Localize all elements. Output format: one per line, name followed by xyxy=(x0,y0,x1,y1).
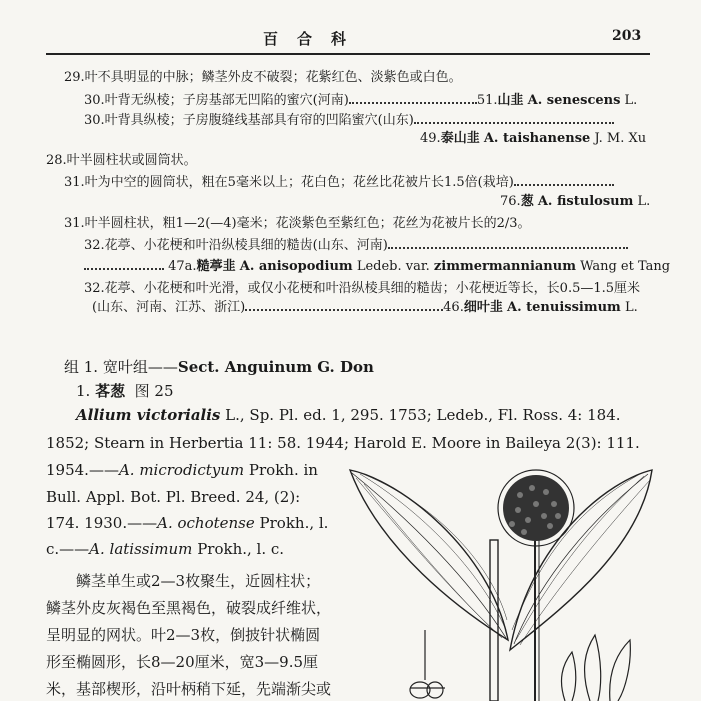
key-30b-latin-name: A. taishanense xyxy=(483,131,591,146)
synonym-name: A. ochotense xyxy=(157,514,255,532)
citation-text: Prokh., l. xyxy=(259,514,329,532)
key-30b-chinese-name: 泰山韭 xyxy=(440,131,480,146)
key-31a-number: 76. xyxy=(500,194,521,209)
key-31a-author: L. xyxy=(637,194,651,209)
synonym-name: A. microdictyum xyxy=(118,461,245,479)
citation-text: Prokh., l. c. xyxy=(197,540,285,558)
species-chinese-name: 茖葱 xyxy=(95,382,126,400)
citation-text: Prokh. in xyxy=(248,461,318,479)
key-32b-author: L. xyxy=(624,300,638,315)
citation-line-5 xyxy=(46,514,328,532)
key-30b-result xyxy=(420,130,646,148)
citation-line-6 xyxy=(46,540,284,558)
leader-dots xyxy=(414,112,614,124)
section-heading xyxy=(64,356,374,377)
citation-line-2: 1852; Stearn in Herbertia 11: 58. 1944; Harold E. Moore in Baileya 2(3): 111. xyxy=(46,434,640,452)
key-29: 29.叶不具明显的中脉；鳞茎外皮不破裂；花紫红色、淡紫色或白色。 xyxy=(64,70,462,85)
key-31a-text: 31.叶为中空的圆筒状，粗在5毫米以上；花白色；花丝比花被片长1.5倍(栽培) xyxy=(64,175,514,190)
description-line-3: 呈明显的网状。叶2—3枚，倒披针状椭圆 xyxy=(46,626,321,644)
citation-line-3 xyxy=(46,461,318,479)
key-32b-line2 xyxy=(92,299,638,317)
key-28: 28.叶半圆柱状或圆筒状。 xyxy=(46,153,197,168)
key-30b-author: J. M. Xu xyxy=(594,131,647,146)
leader-dots xyxy=(245,299,443,311)
key-32a-result xyxy=(84,258,670,276)
botanical-illustration xyxy=(340,440,665,701)
figure-reference: 图 25 xyxy=(134,382,174,400)
key-32a-chinese-name: 糙葶韭 xyxy=(196,259,236,274)
citation-text: 174. 1930.—— xyxy=(46,514,158,532)
key-31a-chinese-name: 葱 xyxy=(520,194,534,209)
leader-dots xyxy=(349,92,477,104)
key-30a xyxy=(84,92,637,110)
synonym-name: A. latissimum xyxy=(89,540,193,558)
key-30a-number: 51. xyxy=(476,93,498,108)
leader-dots xyxy=(388,237,628,249)
key-32b-number: 46. xyxy=(443,300,464,315)
leader-dots xyxy=(514,174,614,186)
citation-text: c.—— xyxy=(46,540,90,558)
key-32a-variety: zimmermannianum xyxy=(433,259,576,274)
key-32a-number: 47a. xyxy=(168,259,197,274)
description-line-5: 米，基部楔形，沿叶柄稍下延，先端渐尖或 xyxy=(46,680,332,698)
key-30b-text: 30.叶背具纵棱；子房腹缝线基部具有帘的凹陷蜜穴(山东) xyxy=(84,113,414,128)
key-32b-region: (山东、河南、江苏、浙江) xyxy=(92,300,246,315)
species-number: 1. xyxy=(76,382,91,400)
key-32a-text: 32.花葶、小花梗和叶沿纵棱具细的糙齿(山东、河南) xyxy=(84,238,388,253)
key-31a-result xyxy=(500,193,650,211)
key-32a-variety-author: Wang et Tang xyxy=(580,259,671,274)
key-32a-latin-name: A. anisopodium xyxy=(239,259,353,274)
section-heading-cn: 组 1. 宽叶组—— xyxy=(64,358,178,376)
citation-line-1 xyxy=(76,406,621,424)
key-30a-latin-name: A. senescens xyxy=(527,93,621,108)
key-32b-latin-name: A. tenuissimum xyxy=(507,300,621,315)
key-31a-latin-name: A. fistulosum xyxy=(537,194,634,209)
description-line-4: 形至椭圆形，长8—20厘米，宽3—9.5厘 xyxy=(46,653,319,671)
key-32b-chinese-name: 细叶韭 xyxy=(463,300,503,315)
section-heading-latin: Sect. Anguinum G. Don xyxy=(177,358,374,376)
key-31a xyxy=(64,174,614,192)
page-number: 203 xyxy=(612,28,642,44)
key-32a-author: Ledeb. var. xyxy=(356,259,430,274)
key-30b xyxy=(84,112,614,130)
key-30a-chinese-name: 山韭 xyxy=(497,93,524,108)
citation-text: 1954.—— xyxy=(46,461,119,479)
key-32a xyxy=(84,237,628,255)
species-heading xyxy=(76,380,174,401)
key-31b: 31.叶半圆柱状，粗1—2(—4)毫米；花淡紫色至紫红色；花丝为花被片长的2/3。 xyxy=(64,216,531,231)
citation-line-4: Bull. Appl. Bot. Pl. Breed. 24, (2): xyxy=(46,488,301,506)
description-line-2: 鳞茎外皮灰褐色至黑褐色，破裂成纤维状， xyxy=(46,599,332,617)
description-line-1: 鳞茎单生或2—3枚聚生，近圆柱状； xyxy=(46,572,321,590)
key-30a-author: L. xyxy=(624,93,638,108)
header-rule xyxy=(46,53,650,55)
key-32b-line1: 32.花葶、小花梗和叶光滑，或仅小花梗和叶沿纵棱具细的糙齿；小花梗近等长，长0.5—1.5厘米 xyxy=(84,281,641,296)
key-30b-number: 49. xyxy=(420,131,441,146)
running-header-title: 百 合 科 xyxy=(263,30,349,48)
citation-text: L., Sp. Pl. ed. 1, 295. 1753; Ledeb., Fl. Ross. 4: 184. xyxy=(225,406,621,424)
species-latin-name: Allium victorialis xyxy=(76,406,221,424)
leader-dots xyxy=(84,258,164,270)
key-30a-text: 30.叶背无纵棱；子房基部无凹陷的蜜穴(河南) xyxy=(84,93,349,108)
